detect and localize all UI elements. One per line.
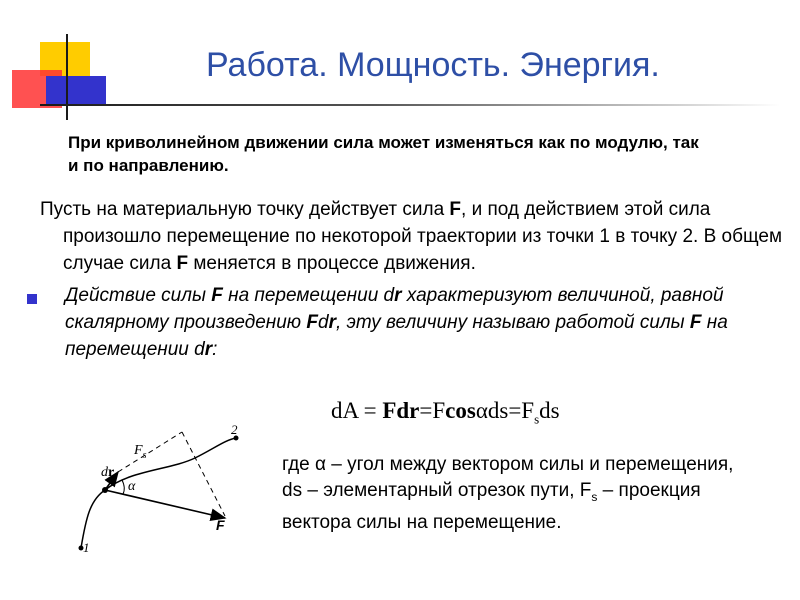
force-symbol: F [176,253,189,274]
logo-vertical-line [66,34,68,120]
work-formula: dA = $Fdr=Fcos\alpha ds=F_sds$ [331,398,560,427]
label-point-1: 1 [83,540,90,555]
slide-title: Работа. Мощность. Энергия. [206,46,660,84]
trajectory-diagram [60,418,260,563]
label-dr: dr [101,465,115,480]
logo-blue-square [46,76,106,106]
label-Fs: $F_s$ [134,443,147,461]
trajectory-curve [81,438,236,548]
label-point-2: 2 [231,422,238,437]
angle-arc [122,480,124,494]
main-paragraph: Пусть на материальную точку действует сила F, и под действием этой сила произошло перемещение по некоторой траектории из точки 1 в точку 2. В общем случае сила F меняется в процессе движения. [40,199,783,274]
label-F: F [216,517,225,533]
decorative-logo [0,0,120,120]
force-vector-F [105,490,225,518]
title-divider [40,104,780,106]
force-symbol: F [449,199,462,220]
intro-note: При криволинейном движении сила может изменяться как по модулю, так и по направлению. [68,133,699,175]
label-alpha: α [128,479,136,494]
bullet-marker [27,294,37,304]
variable-explanation: где α – угол между вектором силы и перемещения, ds – элементарный отрезок пути, $F_s$ – проекция вектора силы на перемещение. [282,454,734,533]
bullet-paragraph: Действие силы F на перемещении dr характеризуют величиной, равной скалярному произведению Fdr, эту величину называю работой силы F на перемещении dr: [65,285,728,360]
